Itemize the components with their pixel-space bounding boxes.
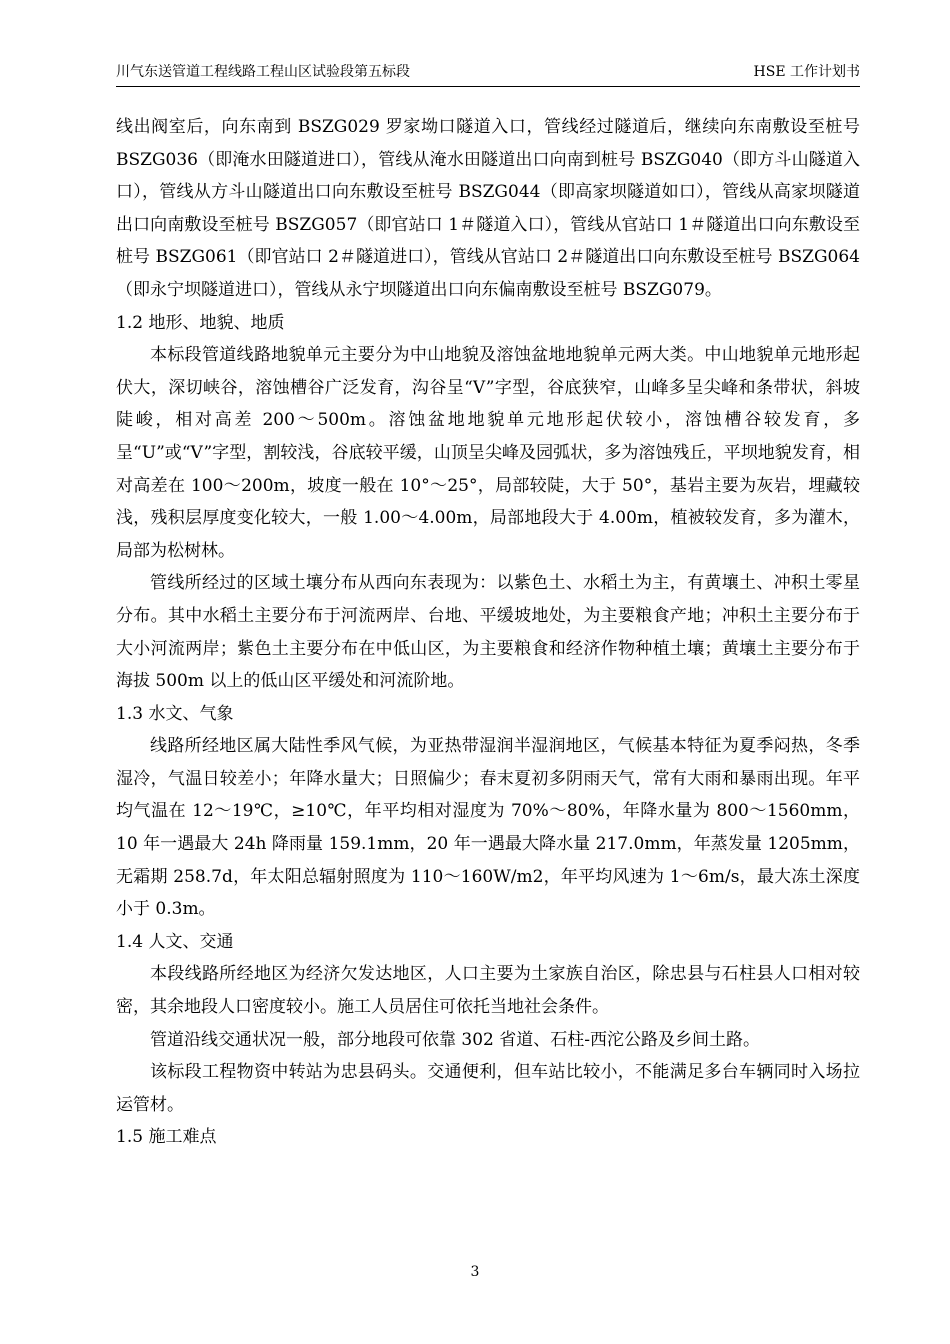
paragraph-climate: 线路所经地区属大陆性季风气候，为亚热带湿润半湿润地区，气候基本特征为夏季闷热，冬季湿冷，气温日较差小；年降水量大；日照偏少；春末夏初多阴雨天气，常有大雨和暴雨出现。年平均气温在 12～19℃，≥10℃，年平均相对湿度为 70%～80%，年降水量为 800～1560mm，10 年一遇最大 24h 降雨量 159.1mm，20 年一遇最大降水量 217.0mm，年蒸发量 1205mm，无霜期 258.7d，年太阳总辐射照度为 110～160W/m2，年平均风速为 1～6m/s，最大冻土深度小于 0.3m。 — [116, 736, 860, 920]
section-heading-climate: 1.3 水文、气象 — [116, 703, 234, 724]
paragraph-route-continuation: 线出阀室后，向东南到 BSZG029 罗家坳口隧道入口，管线经过隧道后，继续向东南敷设至桩号 BSZG036（即淹水田隧道进口），管线从淹水田隧道出口向南到桩号 BSZG040（即方斗山隧道入口），管线从方斗山隧道出口向东敷设至桩号 BSZG044（即高家坝隧道如口），管线从高家坝隧道出口向南敷设至桩号 BSZG057（即官站口 1＃隧道入口），管线从官站口 1＃隧道出口向东敷设至桩号 BSZG061（即官站口 2＃隧道进口），管线从官站口 2＃隧道出口向东敷设至桩号 BSZG064（即永宁坝隧道进口），管线从永宁坝隧道出口向东偏南敷设至桩号 BSZG079。 — [116, 117, 860, 300]
paragraph-roads: 管道沿线交通状况一般，部分地段可依靠 302 省道、石柱-西沱公路及乡间土路。 — [150, 1029, 760, 1050]
section-heading-terrain: 1.2 地形、地貌、地质 — [116, 312, 285, 333]
header-document-title: 川气东送管道工程线路工程山区试验段第五标段 — [116, 64, 410, 80]
page-body — [116, 111, 860, 1154]
page-number: 3 — [470, 1264, 480, 1280]
paragraph-landform: 本标段管道线路地貌单元主要分为中山地貌及溶蚀盆地地貌单元两大类。中山地貌单元地形起伏大，深切峡谷，溶蚀槽谷广泛发育，沟谷呈“V”字型，谷底狭窄，山峰多呈尖峰和条带状，斜坡陡峻，相对高差 200～500m。溶蚀盆地地貌单元地形起伏较小，溶蚀槽谷较发育，多呈“U”或“V”字型，割较浅，谷底较平缓，山顶呈尖峰及园弧状，多为溶蚀残丘，平坝地貌发育，相对高差在 100～200m，坡度一般在 10°～25°，局部较陡，大于 50°，基岩主要为灰岩，埋藏较浅，残积层厚度变化较大，一般 1.00～4.00m，局部地段大于 4.00m，植被较发育，多为灌木，局部为松树林。 — [116, 345, 860, 561]
header-section-title: HSE 工作计划书 — [753, 64, 860, 80]
paragraph-soil: 管线所经过的区域土壤分布从西向东表现为：以紫色土、水稻土为主，有黄壤土、冲积土零星分布。其中水稻土主要分布于河流两岸、台地、平缓坡地处，为主要粮食产地；冲积土主要分布于大小河流两岸；紫色土主要分布在中低山区，为主要粮食和经济作物种植土壤；黄壤土主要分布于海拔 500m 以上的低山区平缓处和河流阶地。 — [116, 573, 860, 692]
paragraph-transfer-station: 该标段工程物资中转站为忠县码头。交通便利，但车站比较小，不能满足多台车辆同时入场拉运管材。 — [116, 1062, 860, 1115]
page-header — [116, 62, 860, 87]
section-heading-difficulties: 1.5 施工难点 — [116, 1127, 217, 1148]
section-heading-transport: 1.4 人文、交通 — [116, 931, 234, 952]
paragraph-population: 本段线路所经地区为经济欠发达地区，人口主要为土家族自治区，除忠县与石柱县人口相对较密，其余地段人口密度较小。施工人员居住可依托当地社会条件。 — [116, 964, 860, 1018]
